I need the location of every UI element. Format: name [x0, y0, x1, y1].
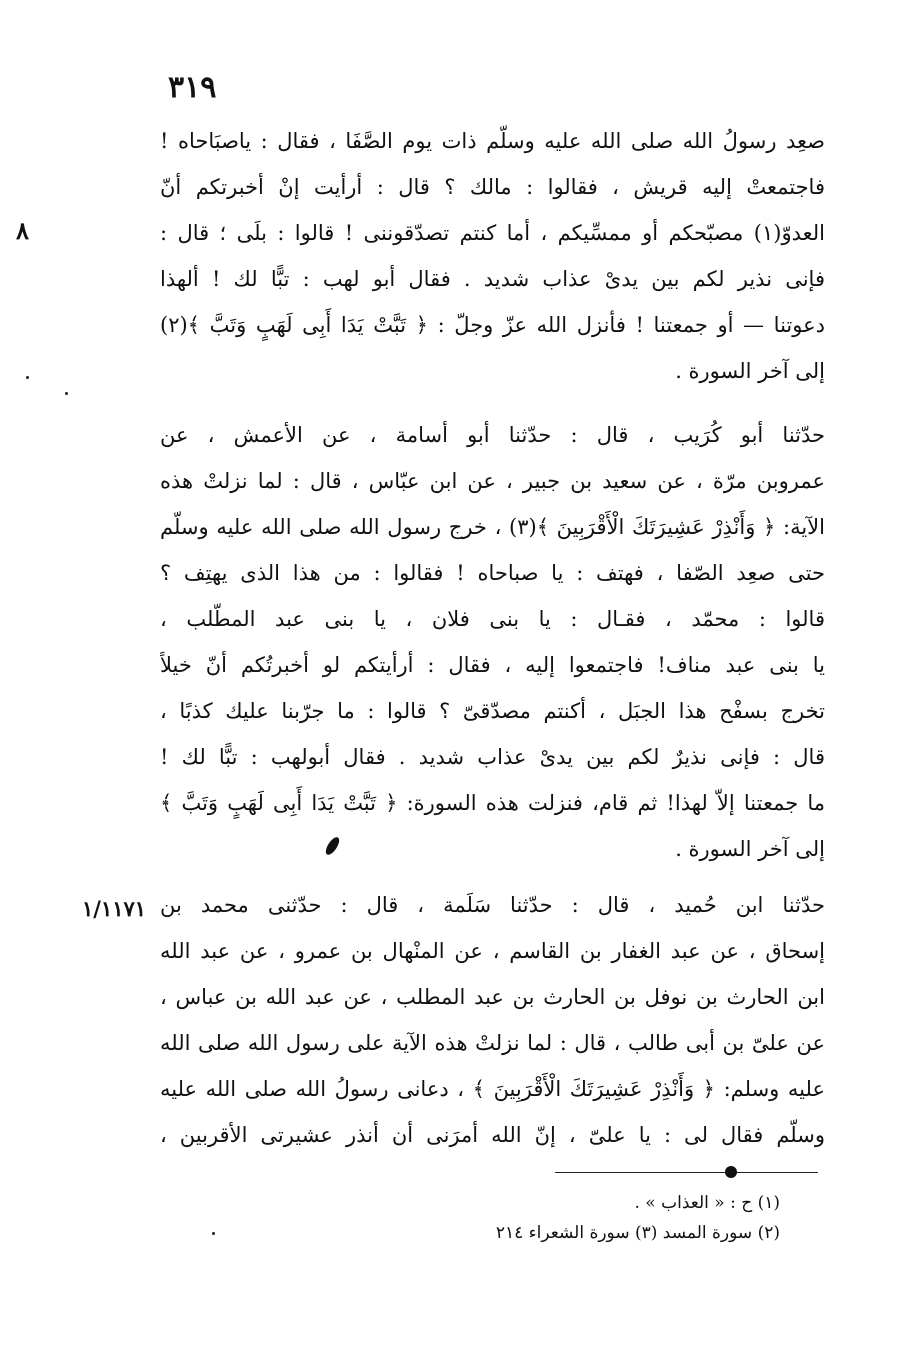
text-line: إلى آخر السورة . [675, 837, 825, 861]
text-line: إسحاق ، عن عبد الغفار بن القاسم ، عن المنْهال بن عمرو ، عن عبد الله [160, 939, 825, 963]
speck [212, 1232, 215, 1235]
text-line: فإنى نذير لكم بين يدىْ عذاب شديد . فقال أبو لهب : تبًّا لك ! ألهذا [160, 267, 825, 291]
text-line: قالوا : محمّد ، فقـال : يا بنى فلان ، يا بنى عبد المطّلب ، [160, 607, 825, 631]
text-line: قال : فإنى نذيرٌ لكم بين يدىْ عذاب شديد . فقال أبولهب : تبًّا لك ! [160, 745, 825, 769]
text-line: فاجتمعتْ إليه قريش ، فقالوا : مالك ؟ قال : أرأيت إنْ أخبرتكم أنّ [160, 175, 825, 199]
text-line: حدّثنا أبو كُرَيب ، قال : حدّثنا أبو أسامة ، عن الأعمش ، عن [160, 423, 825, 447]
text-line: يا بنى عبد مناف! فاجتمعوا إليه ، فقال : أرأيتكم لو أخبرتُكم أنّ خيلاً [160, 653, 825, 677]
text-line: عمروبن مرّة ، عن سعيد بن جبير ، عن ابن عبّاس ، قال : لما نزلتْ هذه [160, 469, 825, 493]
text-line: حتى صعِد الصّفا ، فهتف : يا صباحاه ! فقالوا : من هذا الذى يهتِف ؟ [160, 561, 825, 585]
ink-blot [725, 1166, 737, 1178]
footnotes [380, 1188, 780, 1248]
text-line: وسلّم فقال لى : يا علىّ ، إنّ الله أمرَنى أن أنذر عشيرتى الأقربين ، [160, 1123, 825, 1147]
text-line: ابن الحارث بن نوفل بن الحارث بن عبد المطلب ، عن عبد الله بن عباس ، [160, 985, 825, 1009]
text-line: عليه وسلم: ﴿ وَأَنْذِرْ عَشِيرَتَكَ الْأَقْرَبِينَ ﴾ ، دعانى رسولُ الله صلى الله عليه [160, 1077, 825, 1101]
hadith-reference-number: ١/١١٧١ [82, 896, 147, 921]
text-line: دعوتنا — أو جمعتنا ! فأنزل الله عزّ وجلّ : ﴿ تَبَّتْ يَدَا أَبِى لَهَبٍ وَتَبَّ ﴾(٢) [160, 313, 825, 337]
text-line: العدوّ(١) مصبّحكم أو ممسِّيكم ، أما كنتم تصدّقوننى ! قالوا : بلَى ؛ قال : [160, 221, 825, 245]
footnote: (٢) سورة المسد (٣) سورة الشعراء ٢١٤ [495, 1223, 780, 1243]
paragraph-3 [160, 882, 825, 1158]
paragraph-1 [160, 118, 825, 394]
text-line: ما جمعتنا إلاّ لهذا! ثم قام، فنزلت هذه السورة: ﴿ تَبَّتْ يَدَا أَبِى لَهَبٍ وَتَبَّ ﴾ [160, 791, 825, 815]
footnote: (١) ح : « العذاب » . [634, 1193, 780, 1213]
footnote-separator [555, 1172, 818, 1173]
text-line: تخرج بسفْح هذا الجبَل ، أكنتم مصدّقىّ ؟ قالوا : ما جرّبنا عليك كذبًا ، [160, 699, 825, 723]
margin-mark: ٨ [16, 216, 29, 245]
speck [65, 392, 68, 395]
text-line: صعِد رسولُ الله صلى الله عليه وسلّم ذات يوم الصَّفَا ، فقال : ياصبَاحاه ! [160, 129, 825, 153]
paragraph-2 [160, 412, 825, 872]
text-line: عن علىّ بن أبى طالب ، قال : لما نزلتْ هذه الآية على رسول الله صلى الله [160, 1031, 825, 1055]
speck [26, 376, 29, 379]
page-number: ٣١٩ [168, 70, 217, 105]
text-line: إلى آخر السورة . [675, 359, 825, 383]
text-line: الآية: ﴿ وَأَنْذِرْ عَشِيرَتَكَ الْأَقْرَبِينَ ﴾(٣) ، خرج رسول الله صلى الله عليه وسلّم [160, 515, 825, 539]
text-line: حدّثنا ابن حُميد ، قال : حدّثنا سَلَمة ، قال : حدّثنى محمد بن [160, 893, 825, 917]
